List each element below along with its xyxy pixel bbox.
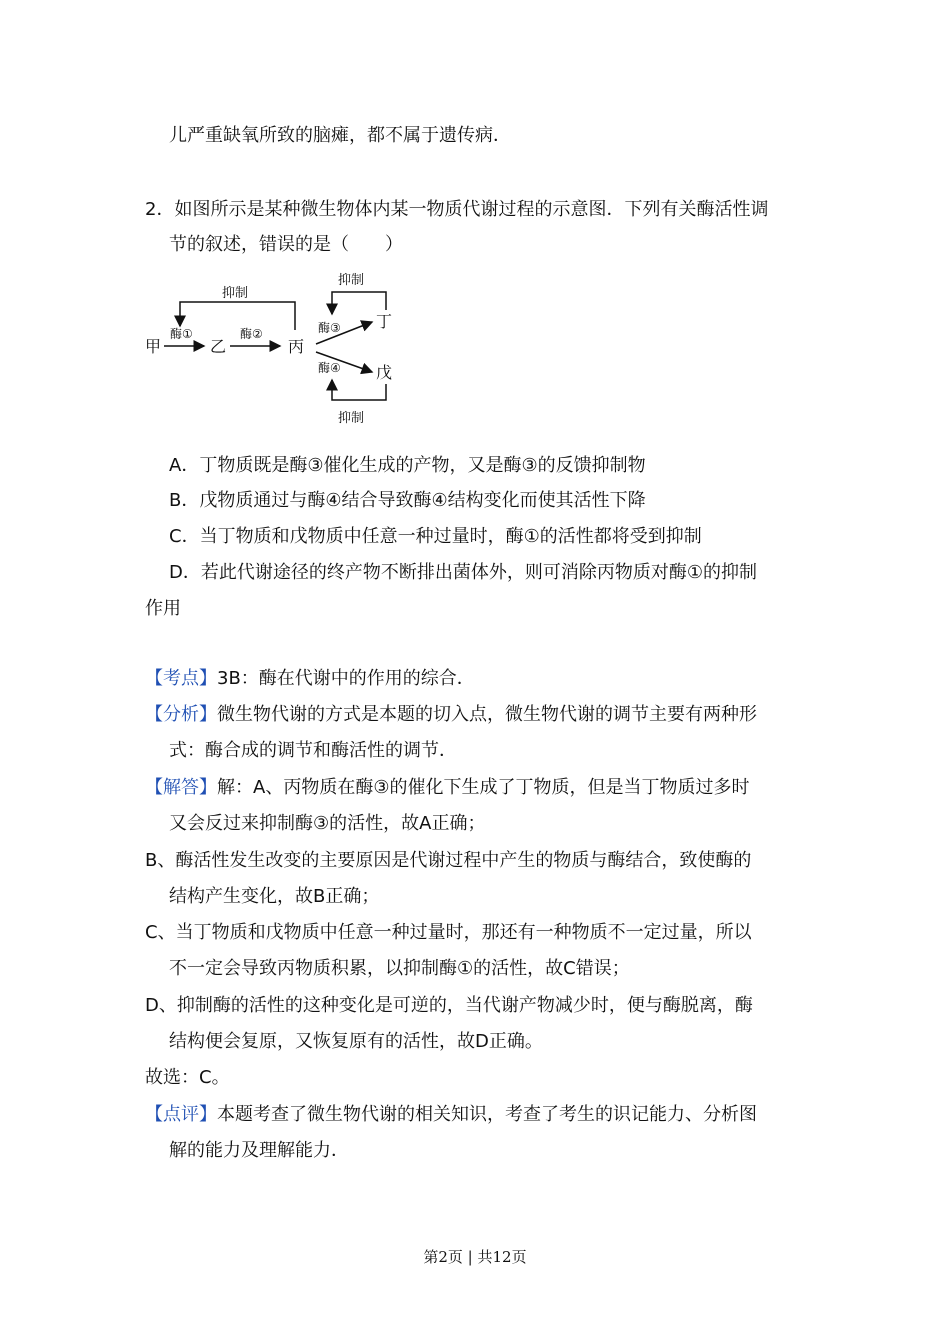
dianping-line1 xyxy=(145,1103,757,1127)
question-stem-line2: 节的叙述，错误的是（ ） xyxy=(169,234,403,255)
option-b: B．戊物质通过与酶④结合导致酶④结构变化而使其活性下降 xyxy=(169,490,646,511)
enzyme-1-label: 酶① xyxy=(170,327,193,341)
dianping-text1: 本题考查了微生物代谢的相关知识，考查了考生的识记能力、分析图 xyxy=(217,1104,757,1125)
enzyme-4-label: 酶④ xyxy=(318,361,341,375)
page-footer: 第2页 | 共12页 xyxy=(423,1248,527,1266)
option-c: C．当丁物质和戊物质中任意一种过量时，酶①的活性都将受到抑制 xyxy=(169,526,702,547)
analysis-c-line2: 不一定会导致丙物质积累，以抑制酶①的活性，故C错误； xyxy=(169,958,630,979)
fenxi-text1: 微生物代谢的方式是本题的切入点，微生物代谢的调节主要有两种形 xyxy=(217,704,757,725)
inhibit-label-3: 抑制 xyxy=(338,411,365,426)
previous-answer-tail: 儿严重缺氧所致的脑瘫，都不属于遗传病． xyxy=(169,125,511,146)
answer-choice: 故选：C。 xyxy=(145,1067,230,1088)
fenxi-line1 xyxy=(145,703,757,727)
jieda-line1 xyxy=(145,776,749,800)
kaodian-line xyxy=(145,667,475,691)
feedback-wu-to-enzyme4 xyxy=(332,380,386,400)
inhibit-label-1: 抑制 xyxy=(222,286,249,301)
substance-jia: 甲 xyxy=(145,337,162,356)
substance-ding: 丁 xyxy=(376,312,393,331)
jieda-tag: 【解答】 xyxy=(145,777,217,798)
analysis-d-line1: D、抑制酶的活性的这种变化是可逆的，当代谢产物减少时，便与酶脱离，酶 xyxy=(145,995,753,1016)
inhibit-label-2: 抑制 xyxy=(338,273,365,288)
dianping-tag: 【点评】 xyxy=(145,1104,217,1125)
option-d-continuation: 作用 xyxy=(145,598,181,619)
substance-wu: 戊 xyxy=(376,363,393,382)
substance-bing: 丙 xyxy=(288,337,305,356)
analysis-b-line1: B、酶活性发生改变的主要原因是代谢过程中产生的物质与酶结合，致使酶的 xyxy=(145,850,752,871)
enzyme-2-label: 酶② xyxy=(240,327,263,341)
kaodian-tag: 【考点】 xyxy=(145,668,217,689)
fenxi-tag: 【分析】 xyxy=(145,704,217,725)
option-d: D．若此代谢途径的终产物不断排出菌体外，则可消除丙物质对酶①的抑制 xyxy=(169,562,757,583)
jieda-text1: 解：A、丙物质在酶③的催化下生成了丁物质，但是当丁物质过多时 xyxy=(217,777,750,798)
analysis-b-line2: 结构产生变化，故B正确； xyxy=(169,886,380,907)
option-a: A．丁物质既是酶③催化生成的产物，又是酶③的反馈抑制物 xyxy=(169,455,646,476)
kaodian-text: 3B：酶在代谢中的作用的综合． xyxy=(217,668,475,689)
jieda-line2: 又会反过来抑制酶③的活性，故A正确； xyxy=(169,813,486,834)
analysis-d-line2: 结构便会复原，又恢复原有的活性，故D正确。 xyxy=(169,1031,543,1052)
analysis-c-line1: C、当丁物质和戊物质中任意一种过量时，那还有一种物质不一定过量，所以 xyxy=(145,922,752,943)
substance-yi: 乙 xyxy=(210,337,227,356)
question-stem-line1: 2．如图所示是某种微生物体内某一物质代谢过程的示意图．下列有关酶活性调 xyxy=(145,199,769,220)
feedback-ding-to-enzyme3 xyxy=(332,292,386,314)
dianping-line2: 解的能力及理解能力． xyxy=(169,1140,349,1161)
feedback-bing-to-enzyme1 xyxy=(180,302,295,330)
enzyme-3-label: 酶③ xyxy=(318,321,341,335)
metabolic-pathway-diagram xyxy=(140,260,410,430)
fenxi-line2: 式：酶合成的调节和酶活性的调节． xyxy=(169,740,457,761)
